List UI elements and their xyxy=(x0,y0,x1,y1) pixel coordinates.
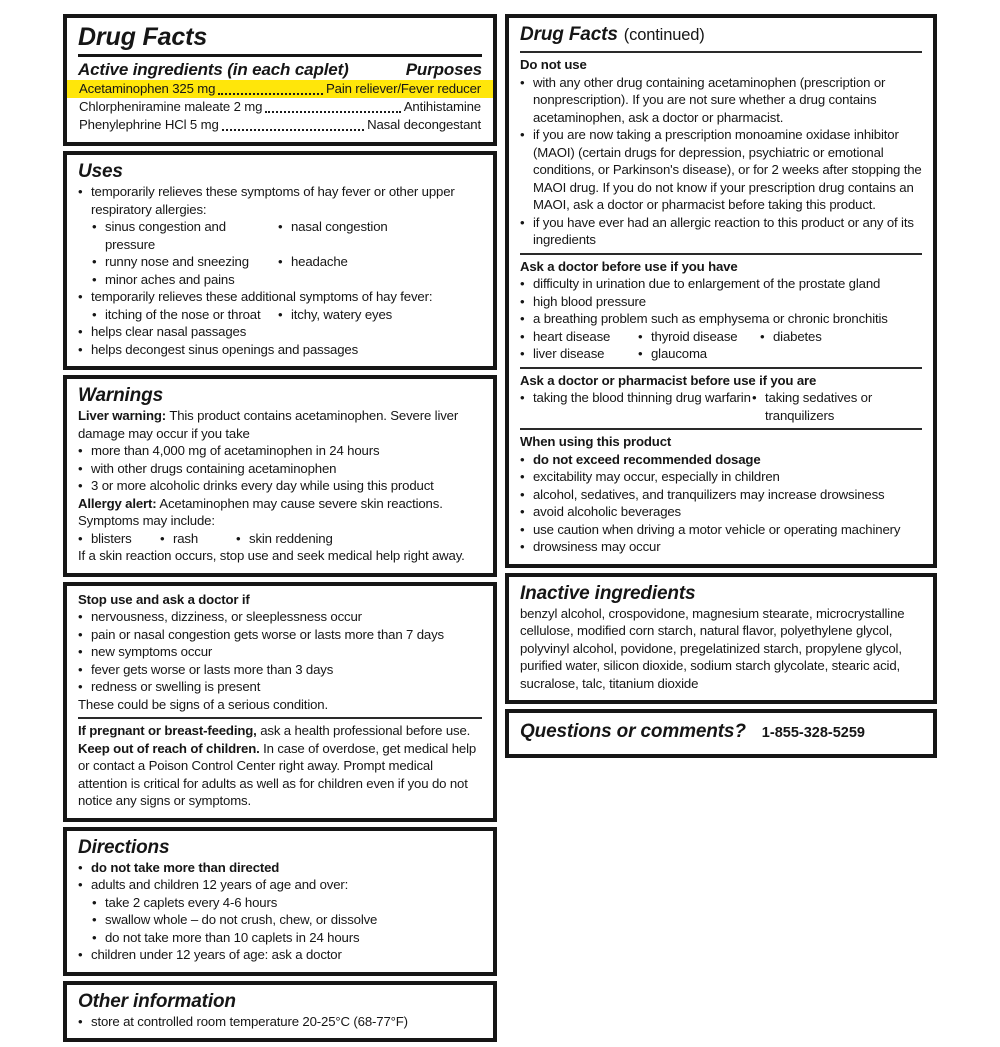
ask-doctor-bullet: • a breathing problem such as emphysema or chronic bronchitis xyxy=(520,310,922,328)
uses-bullet: • helps decongest sinus openings and passages xyxy=(78,341,482,359)
ingredient-row-acetaminophen xyxy=(67,80,493,98)
questions-panel xyxy=(505,709,937,758)
purposes-heading: Purposes xyxy=(405,60,482,79)
do-not-use-bullet: • if you are now taking a prescription monoamine oxidase inhibitor (MAOI) (certain drugs for depression, psychiatric or emotional conditions, or Parkinson's disease), or for 2 weeks after stopping the MAOI drug. If you do not know if your prescription drug contains an MAOI, ask a doctor or pharmacist before taking this product. xyxy=(520,126,922,214)
bullet-icon xyxy=(278,306,291,324)
left-column xyxy=(63,14,497,1047)
bullet-icon xyxy=(78,288,91,306)
conditions-row: • heart disease • thyroid disease • diabetes xyxy=(520,328,922,346)
bullet-icon xyxy=(78,678,91,696)
warfarin-row: • taking the blood thinning drug warfarin • taking sedatives or tranquilizers xyxy=(520,389,922,424)
drug-facts-title: Drug Facts xyxy=(78,23,208,51)
bullet-icon xyxy=(520,451,533,469)
active-ingredients-header xyxy=(78,59,482,80)
when-using-bullet: • use caution when driving a motor vehicle or operating machinery xyxy=(520,521,922,539)
section-divider xyxy=(78,717,482,719)
uses-sub-row: • sinus congestion and pressure • nasal congestion xyxy=(92,218,482,253)
bullet-icon xyxy=(78,442,91,460)
skin-reaction-note: If a skin reaction occurs, stop use and seek medical help right away. xyxy=(78,548,465,563)
directions-sub-bullet: • swallow whole – do not crush, chew, or dissolve xyxy=(92,911,482,929)
bullet-icon xyxy=(92,306,105,324)
bullet-icon xyxy=(520,468,533,486)
bullet-icon xyxy=(520,345,533,363)
dot-leader xyxy=(222,129,364,131)
do-not-use-bullet: • with any other drug containing acetaminophen (prescription or nonprescription). If you are not sure whether a drug contains acetaminophen, ask a doctor or pharmacist. xyxy=(520,74,922,127)
warnings-bullet: • 3 or more alcoholic drinks every day while using this product xyxy=(78,477,482,495)
active-ingredients-heading: Active ingredients (in each caplet) xyxy=(78,60,349,79)
pregnant-warning: If pregnant or breast-feeding, ask a health professional before use. xyxy=(78,723,471,738)
bullet-icon xyxy=(520,503,533,521)
drug-facts-continued-panel xyxy=(505,14,937,568)
when-using-bullet: • alcohol, sedatives, and tranquilizers may increase drowsiness xyxy=(520,486,922,504)
bullet-icon xyxy=(78,608,91,626)
stop-use-bullet: • pain or nasal congestion gets worse or lasts more than 7 days xyxy=(78,626,482,644)
liver-warning-text: Liver warning: This product contains acetaminophen. Severe liver damage may occur if you take xyxy=(78,408,459,441)
bullet-icon xyxy=(520,74,533,127)
bullet-icon xyxy=(78,341,91,359)
directions-sub-bullet: • take 2 caplets every 4-6 hours xyxy=(92,894,482,912)
section-divider xyxy=(520,253,922,255)
questions-row xyxy=(520,718,922,746)
bullet-icon xyxy=(520,214,533,249)
bullet-icon xyxy=(520,389,533,424)
ingredient-row-chlorpheniramine xyxy=(78,98,482,116)
directions-bullet: • do not take more than directed xyxy=(78,859,482,877)
when-using-bullet: • do not exceed recommended dosage xyxy=(520,451,922,469)
uses-panel xyxy=(63,151,497,370)
bullet-icon xyxy=(752,389,765,424)
uses-sub-row: • minor aches and pains xyxy=(92,271,482,289)
bullet-icon xyxy=(520,126,533,214)
bullet-icon xyxy=(78,530,91,548)
inactive-ingredients-list: benzyl alcohol, crospovidone, magnesium stearate, microcrystalline cellulose, modified corn starch, natural flavor, polyethylene glycol, polyvinyl alcohol, povidone, pregelatinized starch, propylene glycol, purified water, silicon dioxide, sodium starch glycolate, stearic acid, sucralose, talc, titanium dioxide xyxy=(520,605,905,691)
bullet-icon xyxy=(160,530,173,548)
stop-use-bullet: • new symptoms occur xyxy=(78,643,482,661)
bullet-icon xyxy=(92,929,105,947)
bullet-icon xyxy=(520,328,533,346)
uses-heading: Uses xyxy=(78,161,123,182)
right-column xyxy=(505,14,937,763)
bullet-icon xyxy=(78,643,91,661)
warnings-bullet: • more than 4,000 mg of acetaminophen in 24 hours xyxy=(78,442,482,460)
phone-number: 1-855-328-5259 xyxy=(761,725,865,741)
keep-out-of-reach-warning: Keep out of reach of children. In case of overdose, get medical help or contact a Poison Control Center right away. Prompt medical attention is critical for adults as well as for children even if you do not notice any signs or symptoms. xyxy=(78,740,477,808)
bullet-icon xyxy=(520,275,533,293)
section-divider xyxy=(520,428,922,430)
do-not-use-heading: Do not use xyxy=(520,57,587,72)
bullet-icon xyxy=(78,626,91,644)
bullet-icon xyxy=(236,530,249,548)
ingredient-name: Acetaminophen 325 mg xyxy=(79,81,216,96)
ingredient-name: Phenylephrine HCl 5 mg xyxy=(79,117,219,132)
bullet-icon xyxy=(760,328,773,346)
stop-use-bullet: • nervousness, dizziness, or sleeplessness occur xyxy=(78,608,482,626)
title-divider xyxy=(520,51,922,53)
bullet-icon xyxy=(520,293,533,311)
other-information-panel xyxy=(63,981,497,1043)
bullet-icon xyxy=(638,328,651,346)
drug-facts-continued-title: Drug Facts (continued) xyxy=(520,24,705,45)
title-divider xyxy=(78,54,482,57)
uses-bullet: • helps clear nasal passages xyxy=(78,323,482,341)
dot-leader xyxy=(265,111,400,113)
ingredient-row-phenylephrine xyxy=(78,116,482,134)
inactive-ingredients-heading: Inactive ingredients xyxy=(520,582,696,604)
bullet-icon xyxy=(278,253,291,271)
uses-bullet: • temporarily relieves these additional symptoms of hay fever: xyxy=(78,288,482,306)
bullet-icon xyxy=(78,477,91,495)
directions-bullet: • adults and children 12 years of age and over: xyxy=(78,876,482,894)
ask-doctor-bullet: • high blood pressure xyxy=(520,293,922,311)
uses-bullet: • temporarily relieves these symptoms of hay fever or other upper respiratory allergies: xyxy=(78,183,482,218)
when-using-bullet: • avoid alcoholic beverages xyxy=(520,503,922,521)
warnings-panel xyxy=(63,375,497,577)
bullet-icon xyxy=(520,310,533,328)
stop-use-heading: Stop use and ask a doctor if xyxy=(78,591,250,607)
bullet-icon xyxy=(520,486,533,504)
warnings-bullet: • with other drugs containing acetaminophen xyxy=(78,460,482,478)
when-using-bullet: • drowsiness may occur xyxy=(520,538,922,556)
ask-doctor-bullet: • difficulty in urination due to enlargement of the prostate gland xyxy=(520,275,922,293)
uses-sub-row: • runny nose and sneezing • headache xyxy=(92,253,482,271)
bullet-icon xyxy=(92,218,105,253)
dot-leader xyxy=(218,93,323,95)
bullet-icon xyxy=(78,859,91,877)
bullet-icon xyxy=(278,218,291,253)
ingredient-purpose: Nasal decongestant xyxy=(367,117,481,132)
storage-bullet: • store at controlled room temperature 20-25°C (68-77°F) xyxy=(78,1013,482,1031)
ingredient-purpose: Antihistamine xyxy=(403,99,481,114)
ask-doctor-heading: Ask a doctor before use if you have xyxy=(520,258,738,274)
conditions-row: • liver disease • glaucoma xyxy=(520,345,922,363)
symptoms-row: • blisters • rash • skin reddening xyxy=(78,530,482,548)
bullet-icon xyxy=(638,345,651,363)
active-ingredients-panel xyxy=(63,14,497,146)
stop-use-bullet: • redness or swelling is present xyxy=(78,678,482,696)
directions-bullet: • children under 12 years of age: ask a doctor xyxy=(78,946,482,964)
bullet-icon xyxy=(78,323,91,341)
serious-condition-note: These could be signs of a serious condition. xyxy=(78,696,328,712)
bullet-icon xyxy=(78,460,91,478)
bullet-icon xyxy=(92,894,105,912)
directions-heading: Directions xyxy=(78,836,170,858)
when-using-heading: When using this product xyxy=(520,434,672,449)
bullet-icon xyxy=(78,183,91,218)
section-divider xyxy=(520,367,922,369)
do-not-use-bullet: • if you have ever had an allergic reaction to this product or any of its ingredients xyxy=(520,214,922,249)
bullet-icon xyxy=(78,1013,91,1031)
when-using-bullet: • excitability may occur, especially in children xyxy=(520,468,922,486)
bullet-icon xyxy=(520,538,533,556)
ingredient-name: Chlorpheniramine maleate 2 mg xyxy=(79,99,263,114)
bullet-icon xyxy=(520,521,533,539)
ingredient-purpose: Pain reliever/Fever reducer xyxy=(326,81,481,96)
questions-heading: Questions or comments? xyxy=(520,721,746,742)
inactive-ingredients-panel xyxy=(505,573,937,705)
bullet-icon xyxy=(78,661,91,679)
bullet-icon xyxy=(92,271,105,289)
allergy-alert-text: Allergy alert: Acetaminophen may cause severe skin reactions. Symptoms may include: xyxy=(78,495,443,528)
directions-panel xyxy=(63,827,497,976)
directions-sub-bullet: • do not take more than 10 caplets in 24 hours xyxy=(92,929,482,947)
ask-pharmacist-heading: Ask a doctor or pharmacist before use if you are xyxy=(520,372,817,388)
uses-sub-row: • itching of the nose or throat • itchy, watery eyes xyxy=(92,306,482,324)
bullet-icon xyxy=(92,253,105,271)
stop-use-bullet: • fever gets worse or lasts more than 3 days xyxy=(78,661,482,679)
bullet-icon xyxy=(92,911,105,929)
warnings-heading: Warnings xyxy=(78,385,164,406)
bullet-icon xyxy=(78,946,91,964)
stop-use-panel xyxy=(63,582,497,822)
bullet-icon xyxy=(78,876,91,894)
other-information-heading: Other information xyxy=(78,990,236,1012)
